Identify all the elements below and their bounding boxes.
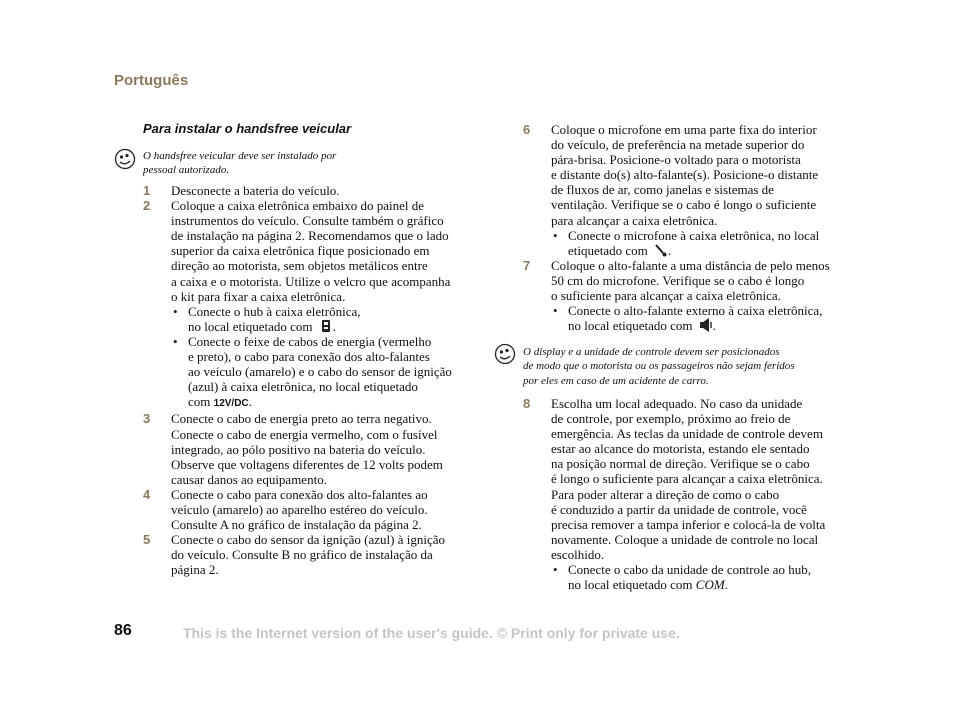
bullet-text: no local etiquetado com xyxy=(568,318,693,334)
hub-icon xyxy=(319,319,333,333)
step-text: escolhido. xyxy=(551,546,605,562)
bullet-item: • Conecte o cabo da unidade de controle ao hub, no local etiquetado com COM. xyxy=(551,562,863,592)
note-installation xyxy=(143,149,336,178)
bullet-item: • Conecte o alto-falante externo à caixa eletrônica, no local etiquetado com . xyxy=(551,303,863,333)
note-icon xyxy=(114,148,136,170)
step-text: emergência. As teclas da unidade de controle devem xyxy=(551,426,823,442)
bullet-item: • Conecte o feixe de cabos de energia (vermelho e preto), o cabo para conexão dos alto-falantes ao veículo (amarelo) e o cabo do sensor de ignição (azul) à caixa eletrônica, no local etiquetado com 12V/DC. xyxy=(171,334,483,411)
step-text: Coloque a caixa eletrônica embaixo do painel de xyxy=(171,198,425,214)
step-text: ventilação. Verifique se o cabo é longo o suficiente xyxy=(551,197,817,213)
step-text: Conecte o cabo para conexão dos alto-falantes ao xyxy=(171,486,428,502)
step-text: superior da caixa eletrônica fique posicionado em xyxy=(171,243,430,259)
step-text: 50 cm do microfone. Verifique se o cabo é longo xyxy=(551,272,805,288)
note-line: de modo que o motorista ou os passageiros não sejam feridos xyxy=(523,360,795,373)
step-text: direção ao motorista, sem objetos metálicos entre xyxy=(171,258,428,274)
bullet-text: e preto), o cabo para conexão dos alto-falantes xyxy=(188,349,430,365)
step-8 xyxy=(523,396,863,592)
step-6 xyxy=(523,122,863,258)
step-text: Coloque o microfone em uma parte fixa do interior xyxy=(551,122,817,137)
bullet-text: Conecte o cabo da unidade de controle ao hub, xyxy=(568,562,811,578)
step-text: Conecte o cabo do sensor da ignição (azul) à ignição xyxy=(171,532,445,548)
step-number: 5 xyxy=(143,532,151,548)
step-text: para alcançar a caixa eletrônica. xyxy=(551,212,718,228)
bullet-text: com xyxy=(188,394,211,410)
step-text: causar danos ao equipamento. xyxy=(171,471,327,487)
step-text: Conecte o cabo de energia vermelho, com o fusível xyxy=(171,426,438,442)
bullet-text: Conecte o hub à caixa eletrônica, xyxy=(188,303,361,319)
step-text: de fluxos de ar, como janelas e sistemas de xyxy=(551,182,774,198)
step-number: 6 xyxy=(523,122,531,137)
step-text: Coloque o alto-falante a uma distância de pelo menos xyxy=(551,257,830,273)
page-number: 86 xyxy=(114,622,132,639)
step-text: o kit para fixar a caixa eletrônica. xyxy=(171,288,346,304)
step-text: estar ao alcance do motorista, estando ele sentado xyxy=(551,441,810,457)
bullet-text: etiquetado com xyxy=(568,242,648,258)
bullet-text: no local etiquetado com xyxy=(188,318,313,334)
step-5 xyxy=(143,532,483,577)
step-text: na posição normal de direção. Verifique se o cabo xyxy=(551,456,810,472)
step-text: novamente. Coloque a unidade de controle no local xyxy=(551,531,819,547)
step-number: 4 xyxy=(143,486,151,502)
com-label: COM xyxy=(695,577,725,593)
step-text: instrumentos do veículo. Consulte também o gráfico xyxy=(171,213,444,229)
bullet-text: no local etiquetado com xyxy=(568,577,693,593)
power-label: 12V/DC xyxy=(213,398,249,410)
step-text: Consulte A no gráfico de instalação da página 2. xyxy=(171,517,422,533)
bullet-text: Conecte o feixe de cabos de energia (vermelho xyxy=(188,333,432,349)
step-3 xyxy=(143,411,483,486)
step-text: precisa remover a tampa inferior e colocá-la de volta xyxy=(551,516,826,532)
bullet-text: Conecte o alto-falante externo à caixa eletrônica, xyxy=(568,303,823,319)
step-text: pára-brisa. Posicione-o voltado para o motorista xyxy=(551,152,801,168)
step-1 xyxy=(143,183,483,198)
bullet-text: (azul) à caixa eletrônica, no local etiquetado xyxy=(188,379,418,395)
step-text: Observe que voltagens diferentes de 12 volts podem xyxy=(171,456,443,472)
step-number: 8 xyxy=(523,396,531,411)
step-text: Para poder alterar a direção de como o cabo xyxy=(551,486,780,502)
step-text: página 2. xyxy=(171,562,219,578)
step-number: 1 xyxy=(143,183,151,198)
step-2 xyxy=(143,198,483,411)
step-text: integrado, ao pólo positivo na bateria do veículo. xyxy=(171,441,426,457)
bullet-end: . xyxy=(248,394,252,410)
step-number: 2 xyxy=(143,198,151,214)
language-header: Português xyxy=(114,72,189,89)
step-number: 3 xyxy=(143,411,151,427)
step-text: de instalação na página 2. Recomendamos que o lado xyxy=(171,228,449,244)
note-icon xyxy=(494,343,516,365)
step-text: veículo (amarelo) ao aparelho estéreo do veículo. xyxy=(171,501,428,517)
step-text: é conduzido a partir da unidade de controle, você xyxy=(551,501,807,517)
step-text: Desconecte a bateria do veículo. xyxy=(171,183,340,198)
step-text: de controle, por exemplo, próximo ao freio de xyxy=(551,411,791,427)
step-text: do veículo, de preferência na metade superior do xyxy=(551,137,805,153)
bullet-item: • Conecte o hub à caixa eletrônica, no local etiquetado com . xyxy=(171,304,483,334)
section-title: Para instalar o handsfree veicular xyxy=(143,121,352,136)
bullet-end: . xyxy=(712,318,717,334)
step-text: a caixa e o motorista. Utilize o velcro que acompanha xyxy=(171,273,451,289)
bullet-item: • Conecte o microfone à caixa eletrônica, no local etiquetado com . xyxy=(551,228,863,258)
step-text: é longo o suficiente para alcançar a caixa eletrônica. xyxy=(551,471,823,487)
note-line: O handsfree veicular deve ser instalado por xyxy=(143,150,337,162)
step-text: o suficiente para alcançar a caixa eletrônica. xyxy=(551,288,781,304)
speaker-icon xyxy=(699,318,713,332)
step-text: do veículo. Consulte B no gráfico de instalação da xyxy=(171,547,433,563)
step-text: Conecte o cabo de energia preto ao terra negativo. xyxy=(171,411,432,427)
step-number: 7 xyxy=(523,257,531,273)
note-line: O display e a unidade de controle devem ser posicionados xyxy=(523,346,780,358)
note-safety xyxy=(523,345,795,388)
bullet-text: Conecte o microfone à caixa eletrônica, no local xyxy=(568,227,820,243)
bullet-end: . xyxy=(332,318,337,334)
bullet-end: . xyxy=(668,242,672,258)
step-4 xyxy=(143,487,483,532)
bullet-text: ao veículo (amarelo) e o cabo do sensor de ignição xyxy=(188,364,452,380)
step-text: e distante do(s) alto-falante(s). Posicione-o distante xyxy=(551,167,819,183)
step-text: Escolha um local adequado. No caso da unidade xyxy=(551,396,803,411)
note-line: pessoal autorizado. xyxy=(143,164,230,177)
bullet-end: . xyxy=(724,577,728,593)
microphone-icon xyxy=(654,243,668,257)
note-line: por eles em caso de um acidente de carro. xyxy=(523,374,709,387)
step-7 xyxy=(523,258,863,333)
footer-notice: This is the Internet version of the user's guide. © Print only for private use. xyxy=(183,625,680,641)
